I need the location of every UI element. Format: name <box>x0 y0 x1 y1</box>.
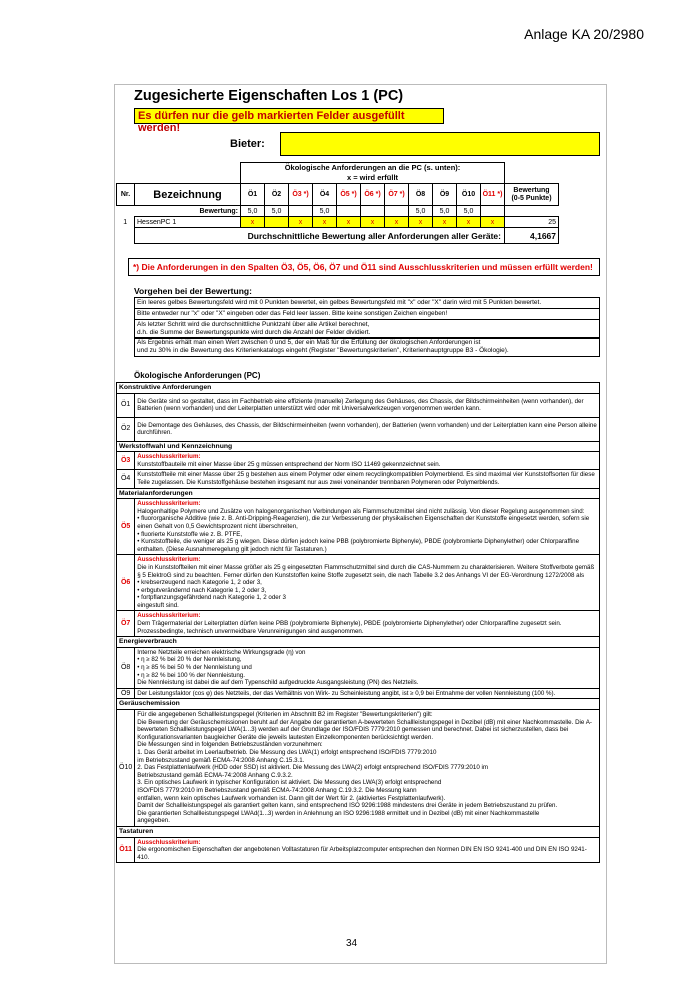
yellow-fields-warning: Es dürfen nur die gelb markierten Felder ausgefüllt werden! <box>134 108 444 124</box>
col-header: Ö1 <box>241 184 265 206</box>
nr-header: Nr. <box>117 184 135 206</box>
bewertung-cell: 5,0 <box>313 206 337 217</box>
bewertung-cell <box>481 206 505 217</box>
req-cell <box>135 452 600 470</box>
col-header: Ö10 <box>457 184 481 206</box>
req-number: Ö7 <box>117 611 135 637</box>
vorgehen-line: Bitte entweder nur "x" oder "X" eingeben oder das Feld leer lassen. Bitte keine sonstigen Zeichen eingeben! <box>134 308 600 320</box>
mark-cell[interactable] <box>265 217 289 228</box>
req-number: Ö11 <box>117 837 135 863</box>
bewertung-cell <box>385 206 409 217</box>
bewertung-cell: 5,0 <box>265 206 289 217</box>
req-text: Für die angegebenen Schallleistungspegel (Kriterien im Abschnitt B2 im Register "Bewertungskriterien") gilt: Die Bewertung der Geräuschemissionen beruht auf der Angabe der garantierten A-bewerteten Schallleistungspegel in Dezibel (dB) mit einer Nachkommastelle. Die A-bewerteten Schallleistungspegel LWA(1...3) werden auf der Grundlage der ISO/FDIS 7779:2010 gemessen und berechnet. Dabei ist sicherzustellen, dass bei Konfigurationsvarianten baugleicher Geräte die jeweils lautesten Einzelkomponenten berücksichtigt werden. Die Messungen sind in folgenden Betriebszuständen vorzunehmen: 1. Das Gerät arbeitet im Leerlaufbetrieb. Die Messung des LWA(1) erfolgt entsprechend ISO/FDIS 7779:2010 im Betriebszustand gemäß ECMA-74:2008 Anhang C.15.3.1. 2. Das Festplattenlaufwerk (HDD oder SSD) ist aktiviert. Die Messung des LWA(2) erfolgt entsprechend ISO/FDIS 7779:2010 im Betriebszustand gemäß ECMA-74:2008 Anhang C.9.3.2. 3. Ein optisches Laufwerk in typischer Konfiguration ist aktiviert. Die Messung des LWA(3) erfolgt entsprechend ISO/FDIS 7779:2010 im Betriebszustand gemäß ECMA-74:2008 Anhang C.19.3.2. Die Messung kann entfallen, wenn kein optisches Laufwerk vorhanden ist. Dann gilt der Wert für 2. (aktiviertes Festplattenlaufwerk). Damit der Schallleistungspegel als garantiert gelten kann, sind entsprechend ISO 9296:1988 mindestens drei Geräte in jedem Betriebszustand zu prüfen. Die garantierten Schallleistungspegel LWAd(1...3) werden in Anlehnung an ISO 9296:1988 ermittelt und in Dezibel (dB) mit einer Nachkommastelle angegeben. <box>135 710 600 827</box>
req-number: Ö5 <box>117 499 135 555</box>
col-header: Ö3 *) <box>289 184 313 206</box>
col-header: Ö6 *) <box>361 184 385 206</box>
col-header: Ö7 *) <box>385 184 409 206</box>
vorgehen-line: Als Ergebnis erhält man einen Wert zwischen 0 und 5, der ein Maß für die Erfüllung der ökologischen Anforderungen ist und zu 30% in die Bewertung des Kriterienkatalogs eingeht (Register "Bewertungskriterien", Kriterienhauptgruppe B3 - Ökologie). <box>134 337 600 357</box>
bewertung-header: Bewertung (0-5 Punkte) <box>505 184 559 206</box>
req-text: Der Leistungsfaktor (cos φ) des Netzteils, der das Verhältnis von Wirk- zu Scheinleistung angibt, ist ≥ 0,9 bei Entnahme der vollen Nennleistung (100 %). <box>135 688 600 699</box>
evaluation-table <box>116 162 559 244</box>
req-cell <box>135 555 600 611</box>
col-header: Ö2 <box>265 184 289 206</box>
bewertung-cell: 5,0 <box>241 206 265 217</box>
row-nr: 1 <box>123 218 128 226</box>
average-label: Durchschnittliche Bewertung aller Anforderungen aller Geräte: <box>135 228 505 244</box>
bewertung-cell <box>337 206 361 217</box>
req-number: Ö6 <box>117 555 135 611</box>
req-cell <box>135 837 600 863</box>
exclusion-label: Ausschlusskriterium: <box>137 453 201 461</box>
exclusion-label: Ausschlusskriterium: <box>137 838 201 846</box>
mark-cell[interactable]: x <box>241 217 265 228</box>
annex-reference: Anlage KA 20/2980 <box>524 26 644 42</box>
bieter-label: Bieter: <box>230 138 265 150</box>
mark-cell[interactable]: x <box>481 217 505 228</box>
mark-cell[interactable]: x <box>433 217 457 228</box>
col-header: Ö8 <box>409 184 433 206</box>
req-cell <box>135 499 600 555</box>
mark-cell[interactable]: x <box>313 217 337 228</box>
col-header: Ö9 <box>433 184 457 206</box>
mark-cell[interactable]: x <box>361 217 385 228</box>
req-text: Die Demontage des Gehäuses, des Chassis, der Bildschirmeinheiten (wenn vorhanden), der Batterien (wenn vorhanden) und der Leiterplatten kann eine Person alleine durchführen. <box>135 417 600 441</box>
mark-cell[interactable]: x <box>457 217 481 228</box>
exclusion-note: *) Die Anforderungen in den Spalten Ö3, Ö5, Ö6, Ö7 und Ö11 sind Ausschlusskriterien und müssen erfüllt werden! <box>128 258 600 276</box>
col-header: Ö4 <box>313 184 337 206</box>
page-title: Zugesicherte Eigenschaften Los 1 (PC) <box>134 88 404 104</box>
col-header: Ö11 *) <box>481 184 505 206</box>
req-number: Ö10 <box>117 710 135 827</box>
req-number: Ö1 <box>117 393 135 417</box>
bewertung-cell: 5,0 <box>457 206 481 217</box>
req-text: Die Geräte sind so gestaltet, dass im Fachbetrieb eine effiziente (manuelle) Zerlegung des Gehäuses, des Chassis, der Bildschirmeinheiten (wenn vorhanden), der Batterien (wenn vorhanden) und der Leiterplatten unterstützt wird oder mit Universalwerkzeugen vorgenommen werden kann. <box>135 393 600 417</box>
bewertung-cell: 5,0 <box>409 206 433 217</box>
req-number: Ö9 <box>117 688 135 699</box>
bewertung-cell <box>361 206 385 217</box>
mark-cell[interactable]: x <box>409 217 433 228</box>
row-name: HessenPC 1 <box>135 217 241 228</box>
section-heading: Konstruktive Anforderungen <box>117 383 600 394</box>
bezeichnung-header: Bezeichnung <box>135 184 241 206</box>
vorgehen-title: Vorgehen bei der Bewertung: <box>134 286 252 296</box>
req-text: Interne Netzteile erreichen elektrische Wirkungsgrade (η) von • η ≥ 82 % bei 20 % der Nennleistung, • η ≥ 85 % bei 50 % der Nennleistung und • η ≥ 82 % bei 100 % der Nennleistung. Die Nennleistung ist dabei die auf dem Typenschild aufgedruckte Ausgangsleistung (PN) des Netzteils. <box>135 647 600 688</box>
eco-header-text: Ökologische Anforderungen an die PC (s. unten): <box>284 163 461 172</box>
section-heading: Energieverbrauch <box>117 637 600 648</box>
section-heading: Tastaturen <box>117 826 600 837</box>
eco-subheader-text: x = wird erfüllt <box>346 173 399 182</box>
vorgehen-line: Als letzter Schritt wird die durchschnittliche Punktzahl über alle Artikel berechnet, d.h. die Summe der Bewertungspunkte wird durch die Anzahl der Felder dividiert. <box>134 319 600 339</box>
req-text: Die in Kunststoffteilen mit einer Masse größer als 25 g eingesetzten Flammschutzmittel sind durch die CAS-Nummern zu charakterisieren. Weitere Stoffverbote gemäß § 5 ElektroG sind zu beachten. Ferner dürfen den Kunststoffen keine Stoffe zugesetzt sein, die nach Tabelle 3.2 des Anhangs VI der EG-Verordnung 1272/2008 als • krebserzeugend nach Kategorie 1, 2 oder 3, • erbgutverändernd nach Kategorie 1, 2 oder 3, • fortpflanzungsgefährdend nach Kategorie 1, 2 oder 3 eingestuft sind. <box>137 563 595 609</box>
section-heading: Materialanforderungen <box>117 488 600 499</box>
req-cell <box>135 611 600 637</box>
req-number: Ö3 <box>117 452 135 470</box>
bewertung-cell: 5,0 <box>433 206 457 217</box>
exclusion-label: Ausschlusskriterium: <box>137 612 201 620</box>
exclusion-label: Ausschlusskriterium: <box>137 556 201 564</box>
req-number: Ö2 <box>117 417 135 441</box>
page-number: 34 <box>346 938 358 949</box>
req-number: Ö4 <box>117 470 135 488</box>
vorgehen-line: Ein leeres gelbes Bewertungsfeld wird mit 0 Punkten bewertet, ein gelbes Bewertungsfeld mit "x" oder "X" darin wird mit 5 Punkten bewertet. <box>134 297 600 309</box>
req-number: Ö8 <box>117 647 135 688</box>
col-header: Ö5 *) <box>337 184 361 206</box>
section-heading: Werkstoffwahl und Kennzeichnung <box>117 441 600 452</box>
bewertung-cell <box>289 206 313 217</box>
row-score: 25 <box>505 217 559 228</box>
average-value: 4,1667 <box>505 228 559 244</box>
section-heading: Geräuschemission <box>117 699 600 710</box>
req-text: Dem Trägermaterial der Leiterplatten dürfen keine PBB (polybromierte Biphenyle), PBDE (polybromierte Diphenylether) oder Chlorparaffine zugesetzt sein. Prozessbedingte, technisch unvermeidbare Verunreinigungen sind ausgenommen. <box>137 620 562 635</box>
req-text: Kunststoffteile mit einer Masse über 25 g bestehen aus einem Polymer oder einem recyclingkompatiblen Polymerblend. Es sind maximal vier Kunststoffsorten für diese Teile zugelassen. Die Kunststoffgehäuse bestehen insgesamt nur aus zwei voneinander trennbaren Polymeren oder Polymerblends. <box>135 470 600 488</box>
mark-cell[interactable]: x <box>289 217 313 228</box>
requirements-table <box>116 382 600 863</box>
exclusion-label: Ausschlusskriterium: <box>137 500 201 508</box>
req-text: Die ergonomischen Eigenschaften der angebotenen Volltastaturen für Arbeitsplatzcomputer entsprechen den Normen DIN EN ISO 9241-400 und DIN EN ISO 9241-410. <box>137 846 587 861</box>
eco-header <box>241 163 505 184</box>
mark-cell[interactable]: x <box>385 217 409 228</box>
bewertung-label: Bewertung: <box>199 207 238 215</box>
req-text: Halogenhaltige Polymere und Zusätze von halogenorganischen Verbindungen als Flammschutzmittel sind nicht zulässig. Von dieser Regelung ausgenommen sind: • fluororganische Additive (wie z. B. Anti-Dripping-Reagenzien), die zur Verbesserung der physikalischen Eigenschaften der Kunststoffe eingesetzt werden, sofern sie einen Gehalt von 0,5 Gewichtsprozent nicht überschreiten, • fluorierte Kunststoffe wie z. B. PTFE, • Kunststoffteile, die weniger als 25 g wiegen. Diese dürfen jedoch keine PBB (polybromierte Biphenyle), PBDE (polybromierte Diphenylether) oder Chlorparaffine enthalten. (Diese Ausnahmeregelung gilt jedoch nicht für Tastaturen.) <box>137 507 590 553</box>
mark-cell[interactable]: x <box>337 217 361 228</box>
requirements-title: Ökologische Anforderungen (PC) <box>134 371 261 380</box>
req-text: Kunststoffbauteile mit einer Masse über 25 g müssen entsprechend der Norm ISO 11469 gekennzeichnet sein. <box>137 460 441 468</box>
bieter-input[interactable] <box>280 132 600 156</box>
